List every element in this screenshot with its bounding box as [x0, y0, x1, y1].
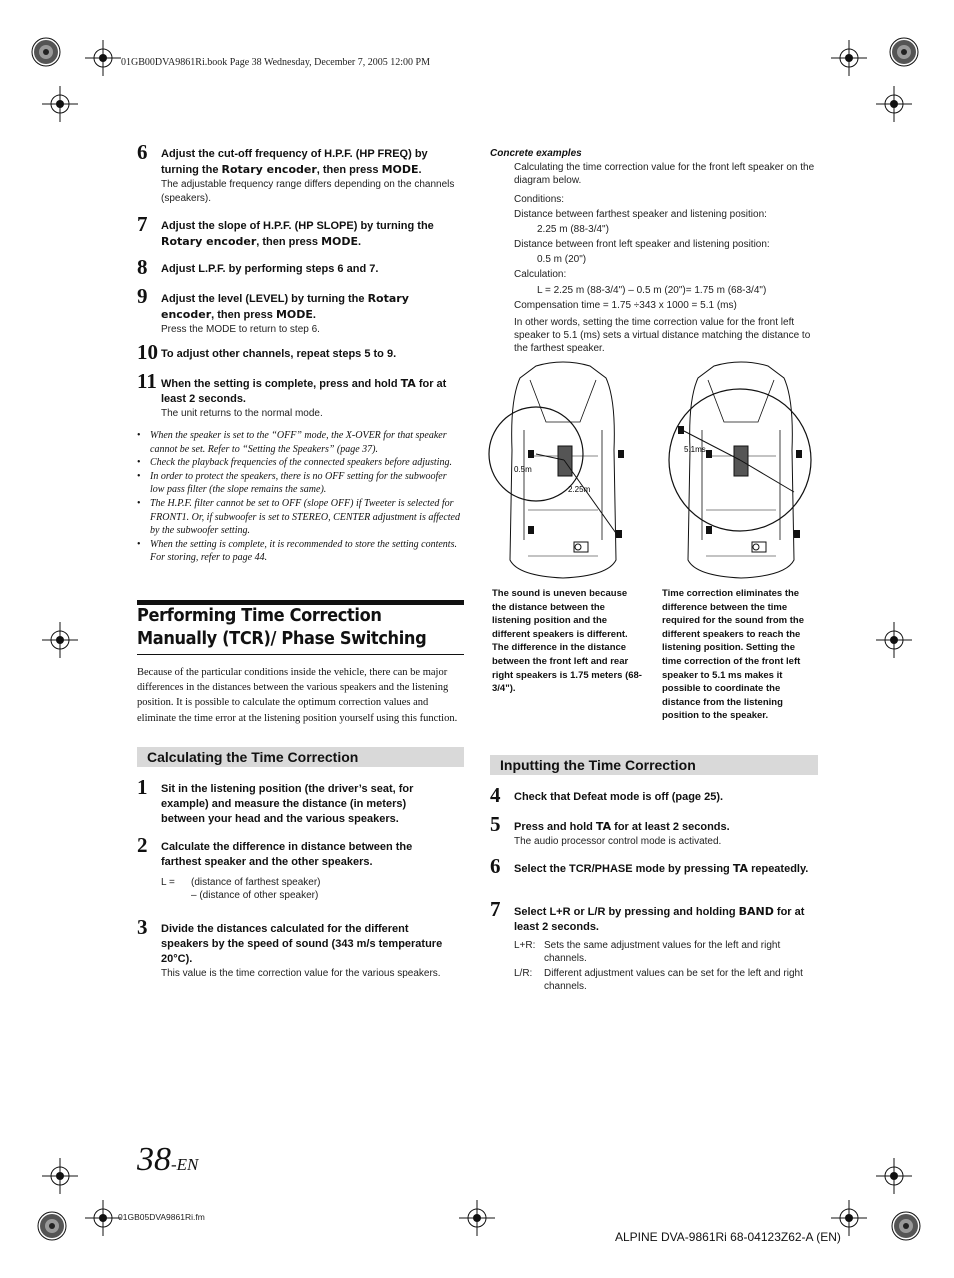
note-item: • When the setting is complete, it is recommended to store the setting contents. For storing, refer to page 44. [137, 538, 462, 565]
conditions-label: Conditions: [514, 194, 565, 205]
ls-key: L/R: [514, 968, 533, 979]
step [490, 854, 818, 878]
step-text: Adjust the cut-off frequency of H.P.F. (HP FREQ) by turning the Rotary encoder, then press MODE. [161, 148, 428, 176]
file-header: 01GB00DVA9861Ri.book Page 38 Wednesday, December 7, 2005 12:00 PM [121, 57, 430, 68]
label-51ms: 5.1ms [684, 445, 706, 454]
step-text: Divide the distances calculated for the different speakers by the speed of sound (343 m/s temperature 20°C). [161, 923, 443, 965]
step [137, 915, 443, 981]
step [137, 255, 463, 279]
condition-1-value: 2.25 m (88-3/4") [537, 224, 609, 235]
step-note: The audio processor control mode is activated. [514, 836, 722, 847]
lr-key: L+R: [514, 940, 536, 951]
compensation-line: Compensation time = 1.75 ÷343 x 1000 = 5.1 (ms) [514, 300, 737, 311]
step [137, 212, 463, 250]
formula [161, 876, 441, 902]
ls-val: Different adjustment values can be set for the left and right channels. [544, 968, 803, 992]
lr-def [514, 939, 804, 965]
caption-left: The sound is uneven because the distance between the listening position and the different speakers is different. The difference in the distance between the front left and rear right speakers is 1.75 meters (68-3/4"). [492, 588, 642, 695]
section-intro: Because of the particular conditions inside the vehicle, there can be major differences in the distances between the various speakers and the listening position. It is possible to calculate the optimum correction values and eliminate the time error at the listening position yourself using this function. [137, 667, 458, 724]
step-number: 6 [137, 140, 148, 164]
note-item: • The H.P.F. filter cannot be set to OFF (slope OFF) if Tweeter is selected for FRONT1. Or, if subwoofer is set to STEREO, CENTER adjustment is affected by the subwoofer setting. [137, 497, 462, 538]
step-text: Select L+R or L/R by pressing and holding BAND for at least 2 seconds. [514, 905, 805, 933]
step-text: Adjust L.P.F. by performing steps 6 and 7. [161, 263, 379, 275]
step [137, 833, 443, 870]
step-text: Adjust the slope of H.P.F. (HP SLOPE) by turning the Rotary encoder, then press MODE. [161, 220, 434, 248]
concrete-p1: Calculating the time correction value for the front left speaker on the diagram below. [514, 162, 815, 186]
step-text: Calculate the difference in distance between the farthest speaker and the other speakers. [161, 841, 413, 868]
step [137, 775, 443, 827]
step-number: 3 [137, 915, 148, 939]
calculation-label: Calculation: [514, 269, 567, 280]
condition-1: Distance between farthest speaker and listening position: [514, 209, 767, 220]
step [490, 783, 818, 807]
step-text: When the setting is complete, press and hold TA for at least 2 seconds. [161, 377, 447, 405]
step-note: Press the MODE to return to step 6. [161, 324, 320, 335]
step [490, 897, 818, 935]
page-num-value: 38 [137, 1141, 171, 1178]
step-number: 7 [137, 212, 148, 236]
step-number: 6 [490, 854, 501, 878]
calculation-value: L = 2.25 m (88-3/4") – 0.5 m (20")= 1.75 m (68-3/4") [537, 285, 767, 296]
step [137, 140, 463, 206]
formula-line2: – (distance of other speaker) [191, 890, 319, 901]
note-item: • In order to protect the speakers, there is no OFF setting for the subwoofer low pass filter (the slope remains the same). [137, 470, 462, 497]
step-note: This value is the time correction value for the various speakers. [161, 968, 441, 979]
label-05m: 0.5m [514, 465, 532, 474]
step-text: Check that Defeat mode is off (page 25). [514, 791, 724, 803]
step-number: 8 [137, 255, 148, 279]
formula-key: L = [161, 877, 175, 888]
formula-line1: (distance of farthest speaker) [191, 877, 321, 888]
step [137, 284, 463, 337]
step-text: Sit in the listening position (the driver’s seat, for example) and measure the distance (in meters) between your head and the various speakers. [161, 783, 414, 825]
condition-2: Distance between front left speaker and listening position: [514, 239, 770, 250]
step-text: Press and hold TA for at least 2 seconds. [514, 820, 730, 833]
step-text: Select the TCR/PHASE mode by pressing TA repeatedly. [514, 862, 809, 875]
step-number: 1 [137, 775, 148, 799]
car-diagram-right [666, 360, 816, 582]
step-note: The adjustable frequency range differs depending on the channels (speakers). [161, 179, 455, 204]
input-heading: Inputting the Time Correction [490, 755, 818, 775]
step-number: 10 [137, 340, 158, 364]
step-number: 11 [137, 369, 157, 393]
caption-right: Time correction eliminates the difference between the time required for the sound from the different speakers to reach the listening position. Setting the time correction of the front left speaker to 5.1 ms makes it possible to coordinate the distance from the listening position to the speaker. [662, 588, 804, 722]
step-text: Adjust the level (LEVEL) by turning the Rotary encoder, then press MODE. [161, 292, 409, 321]
calc-heading: Calculating the Time Correction [137, 747, 464, 767]
car-diagram-left [488, 360, 638, 582]
section-rule-bottom [137, 654, 464, 655]
page-num-suffix: -EN [171, 1155, 199, 1174]
page-number [137, 1140, 198, 1185]
lr-val: Sets the same adjustment values for the left and right channels. [544, 940, 781, 964]
note-item: • When the speaker is set to the “OFF” mode, the X-OVER for that speaker cannot be set. Refer to “Setting the Speakers” (page 37). [137, 429, 462, 456]
condition-2-value: 0.5 m (20") [537, 254, 587, 265]
step [490, 812, 818, 849]
concrete-title: Concrete examples [490, 148, 582, 159]
section-title: Performing Time Correction Manually (TCR)/ Phase Switching [137, 605, 427, 649]
step-number: 2 [137, 833, 148, 857]
step-number: 7 [490, 897, 501, 921]
step-number: 5 [490, 812, 501, 836]
note-item: • Check the playback frequencies of the connected speakers before adjusting. [137, 456, 462, 470]
step [137, 340, 463, 364]
ls-def [514, 967, 804, 993]
step-number: 9 [137, 284, 148, 308]
footer-model: ALPINE DVA-9861Ri 68-04123Z62-A (EN) [615, 1230, 841, 1244]
notes-list [137, 429, 462, 565]
step [137, 369, 463, 421]
step-text: To adjust other channels, repeat steps 5 to 9. [161, 348, 397, 360]
step-note: The unit returns to the normal mode. [161, 408, 323, 419]
concrete-p2: In other words, setting the time correction value for the front left speaker to 5.1 (ms) sets a virtual distance matching the distance to the farthest speaker. [514, 317, 811, 354]
footer-file: 01GB05DVA9861Ri.fm [118, 1212, 205, 1222]
step-number: 4 [490, 783, 501, 807]
label-225m: 2.25m [568, 485, 591, 494]
